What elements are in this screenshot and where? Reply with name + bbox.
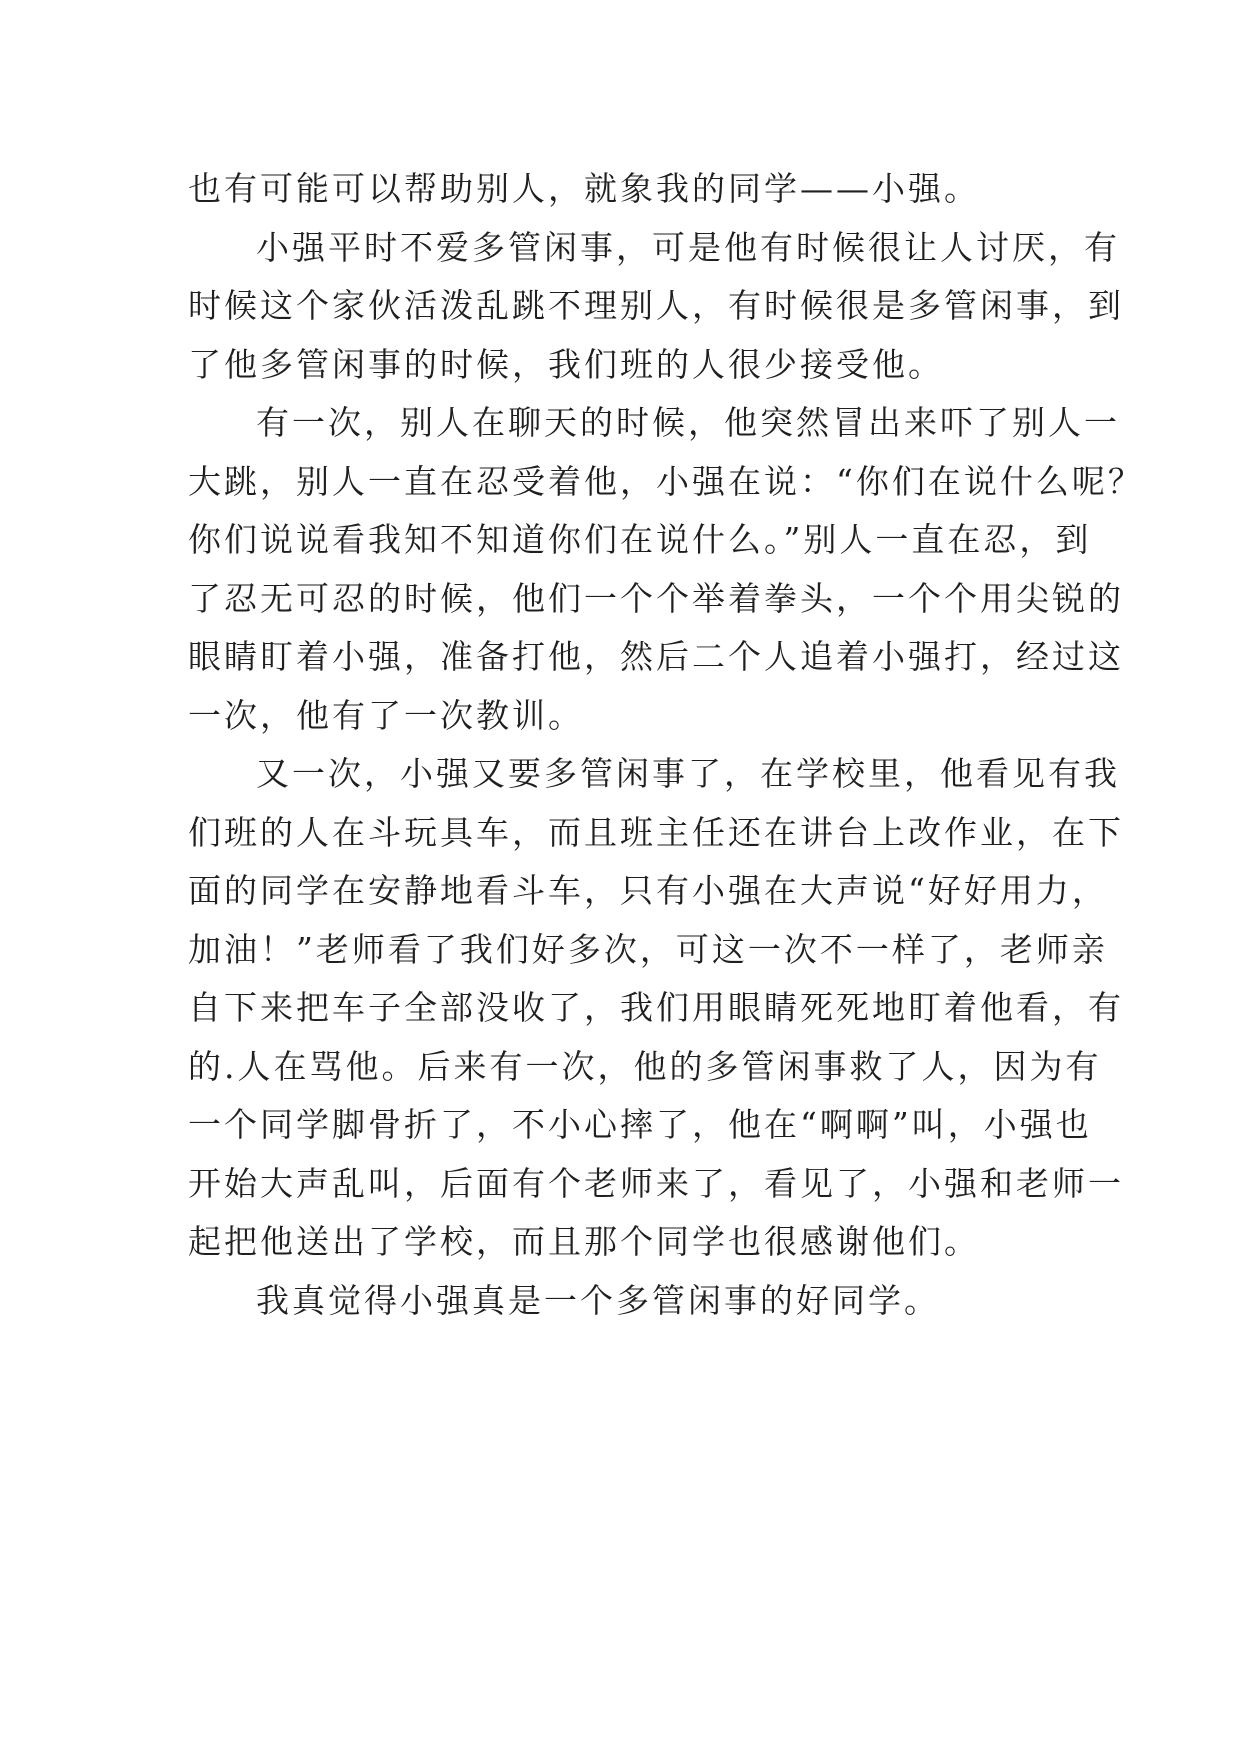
paragraph-5 <box>188 1272 1058 1331</box>
text-line: 开始大声乱叫，后面有个老师来了，看见了，小强和老师一 <box>188 1163 1124 1203</box>
text-line: 一次，他有了一次教训。 <box>188 695 584 735</box>
text-line: 时候这个家伙活泼乱跳不理别人，有时候很是多管闲事，到 <box>188 286 1124 325</box>
text-line: 大跳，别人一直在忍受着他，小强在说：“你们在说什么呢？ <box>188 461 1144 501</box>
text-line: 了忍无可忍的时候，他们一个个举着拳头，一个个用尖锐的 <box>188 578 1124 618</box>
text-line: 小强平时不爱多管闲事，可是他有时候很让人讨厌，有 <box>256 227 1120 267</box>
text-line: 一个同学脚骨折了，不小心摔了，他在“啊啊”叫，小强也 <box>188 1105 1092 1144</box>
essay-body <box>188 160 1144 1330</box>
text-line: 又一次，小强又要多管闲事了，在学校里，他看见有我 <box>256 754 1120 793</box>
text-line: 的.人在骂他。后来有一次，他的多管闲事救了人，因为有 <box>188 1046 1102 1086</box>
paragraph-1 <box>188 160 1058 219</box>
text-line: 你们说说看我知不知道你们在说什么。”别人一直在忍，到 <box>188 520 1092 559</box>
paragraph-2 <box>188 219 1124 395</box>
text-line: 起把他送出了学校，而且那个同学也很感谢他们。 <box>188 1222 980 1261</box>
text-line: 加油！”老师看了我们好多次，可这一次不一样了，老师亲 <box>188 929 1108 969</box>
paragraph-4 <box>188 745 1124 1272</box>
text-line: 们班的人在斗玩具车，而且班主任还在讲台上改作业，在下 <box>188 812 1124 852</box>
text-line: 了他多管闲事的时候，我们班的人很少接受他。 <box>188 344 944 384</box>
text-line: 眼睛盯着小强，准备打他，然后二个人追着小强打，经过这 <box>188 637 1124 676</box>
text-line: 有一次，别人在聊天的时候，他突然冒出来吓了别人一 <box>256 403 1120 442</box>
text-line: 也有可能可以帮助别人，就象我的同学——小强。 <box>188 169 980 208</box>
text-line: 面的同学在安静地看斗车，只有小强在大声说“好好用力， <box>188 871 1108 910</box>
text-line: 我真觉得小强真是一个多管闲事的好同学。 <box>256 1280 940 1320</box>
paragraph-3 <box>188 394 1144 745</box>
text-line: 自下来把车子全部没收了，我们用眼睛死死地盯着他看，有 <box>188 988 1124 1027</box>
